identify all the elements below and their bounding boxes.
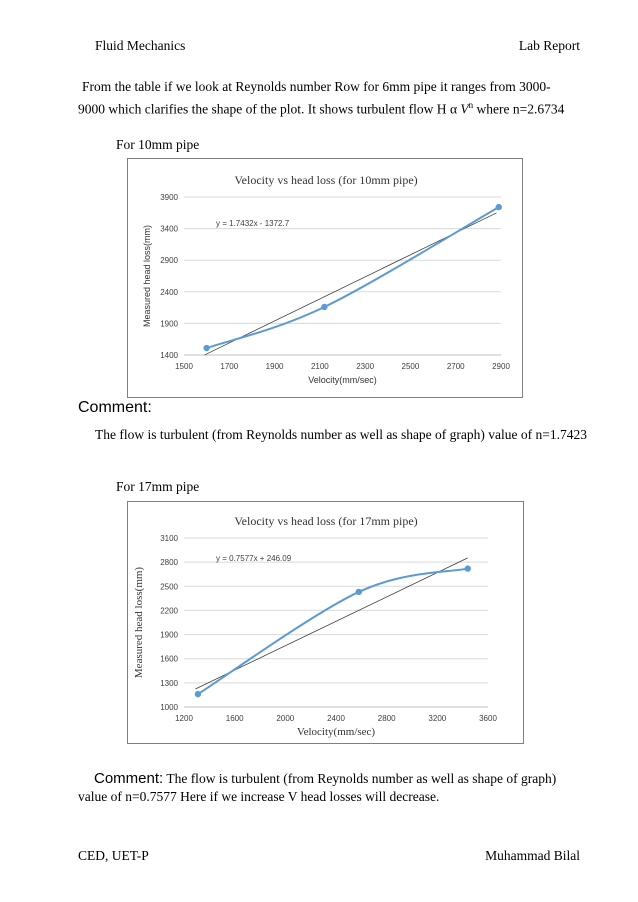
chart2-ytick-label: 1000 [160,703,178,712]
footer-left: CED, UET-P [78,848,149,863]
chart1-xtick-label: 1700 [220,362,239,371]
chart2-ytick-label: 1900 [160,630,178,640]
chart2-ytick-label: 2800 [160,558,178,568]
chart1-xtick-label: 2700 [446,362,465,371]
chart2-ytick-label: 1600 [160,654,178,664]
chart1-title: Velocity vs head loss (for 10mm pipe) [234,173,418,187]
intro-tail: where n=2.6734 [476,101,565,117]
alpha-symbol: α [449,101,458,117]
chart1-ytick-label: 3400 [160,224,178,234]
comment2-heading: Comment: [94,770,164,787]
chart2-xtick-label: 1200 [175,714,193,723]
exponent: n [468,100,474,110]
chart2-title: Velocity vs head loss (for 17mm pipe) [234,514,418,528]
chart1-xtick-label: 1900 [265,362,284,371]
chart2-ylabel: Measured head loss(mm) [133,566,145,679]
section-label-17mm: For 17mm pipe [116,479,200,494]
chart2-ytick-label: 2200 [160,606,178,616]
chart1-ytick-label: 3900 [160,193,178,202]
chart2-ytick-label: 2500 [160,582,178,592]
chart1-xtick-label: 1500 [175,362,193,371]
comment2-text: The flow is turbulent (from Reynolds number as well as shape of graph) value of n=0.7577 Here if we increase V head losses will decrease. [78,771,557,804]
chart2-xtick-label: 2000 [276,714,295,723]
chart2-series-line [198,569,468,695]
header-left: Fluid Mechanics [95,38,186,53]
chart1-xtick-label: 2500 [401,362,420,371]
chart1-xlabel: Velocity(mm/sec) [308,375,377,385]
comment1-heading: Comment: [78,399,152,416]
chart2-ytick-label: 3100 [160,534,178,543]
chart1-data-point [203,345,209,351]
chart2-trendline-equation: y = 0.7577x + 246.09 [216,554,292,563]
velocity-symbol: V [460,101,469,117]
chart1-trendline-equation: y = 1.7432x - 1372.7 [216,219,290,228]
chart2-xtick-label: 3200 [428,714,447,723]
chart2-xtick-label: 2400 [327,714,345,723]
chart2-data-point [465,565,471,571]
chart2-xtick-label: 2800 [377,714,396,723]
chart1-xtick-label: 2900 [492,362,510,371]
section-label-10mm: For 10mm pipe [116,137,200,152]
chart1-data-point [321,304,327,310]
chart1-ytick-label: 2400 [160,287,178,297]
chart2-data-point [195,691,201,697]
footer-right: Muhammad Bilal [485,848,580,863]
chart2-ytick-label: 1300 [160,678,178,688]
chart2-xtick-label: 1600 [225,714,244,723]
chart-17mm-svg [128,502,525,745]
comment1-text: The flow is turbulent (from Reynolds number as well as shape of graph) value of n=1.7423 [95,427,587,442]
chart2-xtick-label: 3600 [479,714,497,723]
chart1-ytick-label: 2900 [160,256,178,266]
chart2-xlabel: Velocity(mm/sec) [296,726,376,738]
chart1-ytick-label: 1400 [160,351,178,360]
chart1-data-point [496,204,502,210]
header-right: Lab Report [518,38,580,53]
chart1-xtick-label: 2100 [310,362,329,371]
comment2-paragraph [78,770,583,806]
chart1-xtick-label: 2300 [356,362,375,371]
chart-10mm [127,158,523,398]
intro-text: From the table if we look at Reynolds number Row for 6mm pipe it ranges from 3000-9000 which clarifies the shape of the plot. It shows turbulent flow H [78,79,551,117]
chart2-data-point [356,589,362,595]
intro-paragraph [78,78,568,119]
chart1-ylabel: Measured head loss(mm) [142,224,152,328]
chart-17mm [127,501,524,744]
chart-10mm-svg [128,159,524,399]
chart1-ytick-label: 1900 [160,319,178,329]
